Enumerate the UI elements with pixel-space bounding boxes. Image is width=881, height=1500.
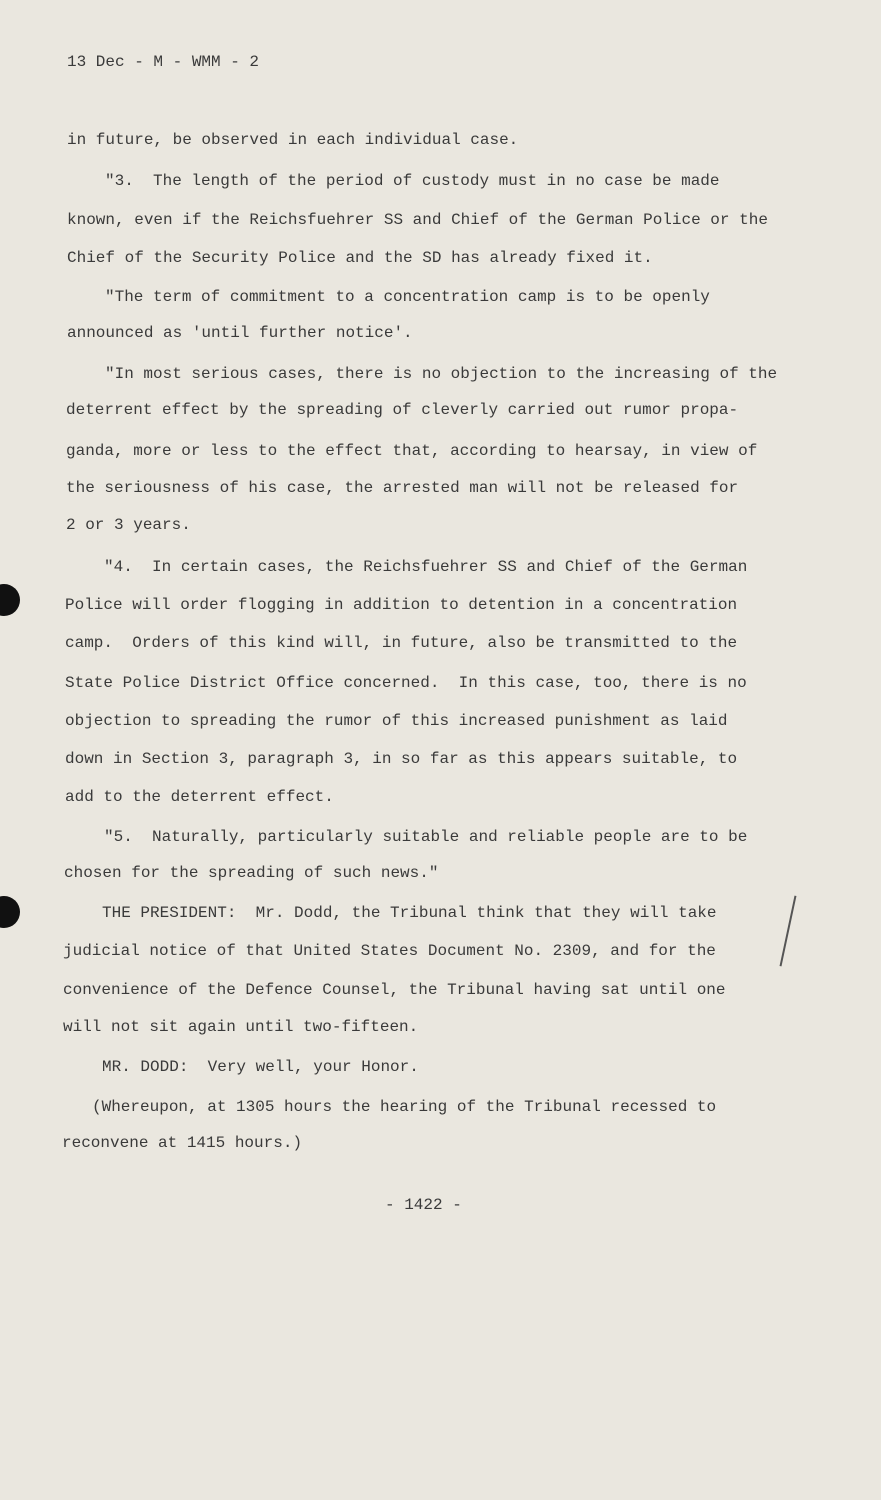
text-line: add to the deterrent effect.	[65, 788, 334, 806]
text-line: THE PRESIDENT: Mr. Dodd, the Tribunal think that they will take	[102, 904, 717, 922]
text-line: (Whereupon, at 1305 hours the hearing of the Tribunal recessed to	[92, 1098, 717, 1116]
text-line: MR. DODD: Very well, your Honor.	[102, 1058, 419, 1076]
pencil-mark	[780, 896, 797, 967]
text-line: the seriousness of his case, the arrested man will not be released for	[66, 479, 739, 497]
text-line: objection to spreading the rumor of this increased punishment as laid	[65, 712, 728, 730]
text-line: convenience of the Defence Counsel, the Tribunal having sat until one	[63, 981, 726, 999]
text-line: will not sit again until two-fifteen.	[63, 1018, 419, 1036]
text-line: down in Section 3, paragraph 3, in so far as this appears suitable, to	[65, 750, 738, 768]
text-line: chosen for the spreading of such news."	[64, 864, 439, 882]
text-line: deterrent effect by the spreading of cleverly carried out rumor propa-	[66, 401, 739, 419]
text-line: announced as 'until further notice'.	[67, 324, 413, 342]
text-line: "The term of commitment to a concentration camp is to be openly	[105, 288, 710, 306]
text-line: "5. Naturally, particularly suitable and reliable people are to be	[104, 828, 748, 846]
text-line: "3. The length of the period of custody must in no case be made	[105, 172, 720, 190]
binder-hole	[0, 584, 20, 616]
text-line: Police will order flogging in addition to detention in a concentration	[65, 596, 738, 614]
text-line: State Police District Office concerned. In this case, too, there is no	[65, 674, 747, 692]
text-line: reconvene at 1415 hours.)	[62, 1134, 303, 1152]
text-line: "In most serious cases, there is no objection to the increasing of the	[105, 365, 778, 383]
text-line: judicial notice of that United States Document No. 2309, and for the	[63, 942, 716, 960]
text-line: ganda, more or less to the effect that, according to hearsay, in view of	[66, 442, 758, 460]
text-line: in future, be observed in each individual case.	[67, 131, 519, 149]
page-number: - 1422 -	[385, 1196, 462, 1214]
binder-hole	[0, 896, 20, 928]
text-line: "4. In certain cases, the Reichsfuehrer SS and Chief of the German	[104, 558, 748, 576]
text-line: camp. Orders of this kind will, in future, also be transmitted to the	[65, 634, 738, 652]
text-line: 2 or 3 years.	[66, 516, 191, 534]
text-line: Chief of the Security Police and the SD has already fixed it.	[67, 249, 653, 267]
text-line: known, even if the Reichsfuehrer SS and Chief of the German Police or the	[67, 211, 768, 229]
document-header: 13 Dec - M - WMM - 2	[67, 53, 260, 71]
